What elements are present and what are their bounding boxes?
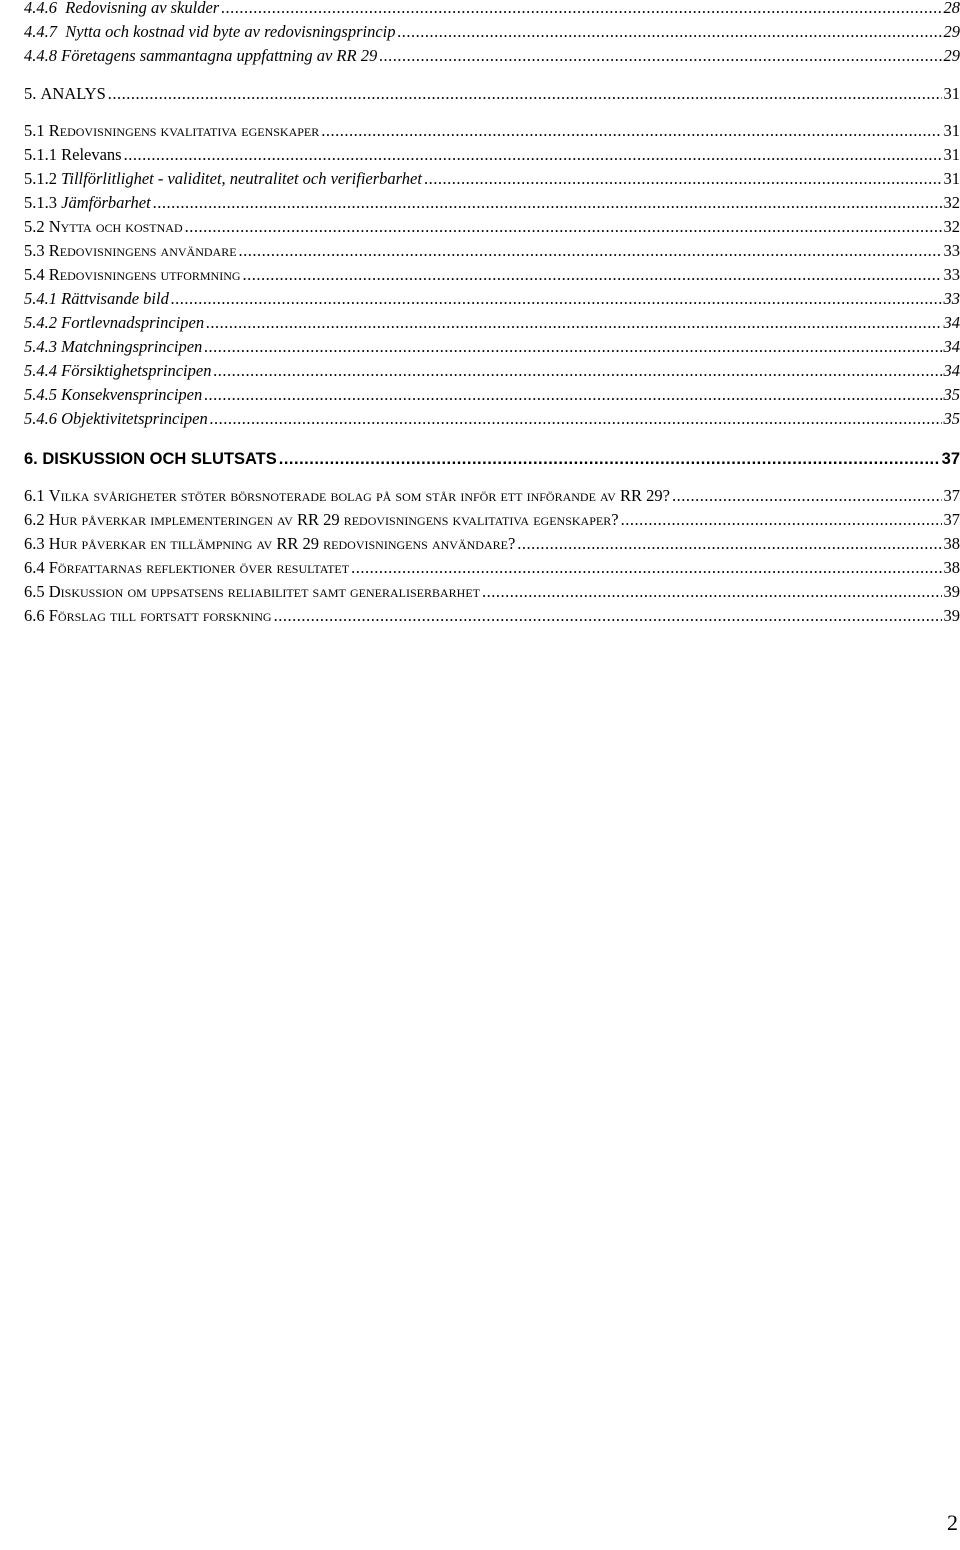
toc-page: 33 [943, 241, 960, 260]
toc-entry-5[interactable] [24, 84, 960, 104]
toc-num: 6. [24, 450, 38, 468]
dot-leader [171, 289, 942, 309]
toc-num: 5.4.5 [24, 385, 57, 404]
toc-page: 34 [943, 361, 960, 380]
dot-leader [274, 606, 942, 626]
toc-entry-4-4-8[interactable] [24, 46, 960, 66]
toc-num: 5.2 [24, 217, 45, 236]
dot-leader [204, 385, 941, 405]
dot-leader [124, 145, 942, 165]
toc-title: Hur påverkar implementeringen av RR 29 redovisningens kvalitativa egenskaper? [48, 510, 619, 529]
toc-entry-5-4-4[interactable] [24, 361, 960, 381]
dot-leader [379, 46, 941, 66]
toc-title: Matchningsprincipen [61, 337, 203, 356]
toc-title: Rättvisande bild [61, 289, 169, 308]
toc-title: Fortlevnadsprincipen [61, 313, 205, 332]
dot-leader [153, 193, 942, 213]
toc-title: Förslag till fortsatt forskning [48, 606, 272, 625]
toc-num: 4.4.8 [24, 46, 57, 65]
toc-entry-5-1-1[interactable] [24, 145, 960, 165]
toc-entry-6-2[interactable] [24, 510, 960, 530]
toc-entry-5-1[interactable] [24, 121, 960, 141]
dot-leader [279, 449, 940, 469]
dot-leader [517, 534, 941, 554]
toc-num: 5.4 [24, 265, 45, 284]
toc-page: 34 [943, 337, 960, 356]
toc-num: 5. [24, 84, 37, 103]
toc-page: 29 [943, 22, 960, 41]
toc-title: Vilka svårigheter stöter börsnoterade bolag på som står inför ett införande av RR 29? [48, 486, 670, 505]
toc-title: Nytta och kostnad vid byte av redovisningsprincip [65, 22, 396, 41]
toc-entry-6-5[interactable] [24, 582, 960, 602]
toc-entry-5-4-2[interactable] [24, 313, 960, 333]
toc-entry-6[interactable] [24, 449, 960, 469]
toc-num: 5.3 [24, 241, 45, 260]
dot-leader [321, 121, 941, 141]
toc-title: Konsekvensprincipen [61, 385, 203, 404]
toc-num: 5.1.2 [24, 169, 57, 188]
toc-num: 6.1 [24, 486, 45, 505]
toc-num: 5.4.1 [24, 289, 57, 308]
dot-leader [243, 265, 942, 285]
toc-entry-4-4-7[interactable] [24, 22, 960, 42]
toc-title: Försiktighetsprincipen [61, 361, 212, 380]
toc-page: 39 [943, 582, 960, 601]
toc-entry-4-4-6[interactable] [24, 0, 960, 18]
toc-page: 37 [941, 450, 960, 468]
toc-title: Författarnas reflektioner över resultatet [48, 558, 350, 577]
dot-leader [204, 337, 941, 357]
toc-title: Redovisningens användare [48, 241, 237, 260]
page-number: 2 [947, 1510, 958, 1535]
toc-title: Relevans [61, 145, 122, 164]
toc-page: 35 [943, 385, 960, 404]
dot-leader [672, 486, 942, 506]
toc-title: Redovisningens utformning [48, 265, 241, 284]
toc-title: Jämförbarhet [61, 193, 151, 212]
dot-leader [108, 84, 942, 104]
toc-page: 32 [943, 217, 960, 236]
toc-title: Nytta och kostnad [48, 217, 183, 236]
toc-page: 31 [943, 145, 960, 164]
toc-page: 37 [943, 486, 960, 505]
dot-leader [221, 0, 941, 18]
toc-title: DISKUSSION OCH SLUTSATS [42, 450, 277, 468]
toc-entry-6-4[interactable] [24, 558, 960, 578]
toc-page: 33 [943, 289, 960, 308]
toc-page: 37 [943, 510, 960, 529]
toc-title: Hur påverkar en tillämpning av RR 29 redovisningens användare? [48, 534, 516, 553]
toc-title: Tillförlitlighet - validitet, neutralitet och verifierbarhet [61, 169, 422, 188]
toc-page: 33 [943, 265, 960, 284]
toc-page: 29 [943, 46, 960, 65]
toc-num: 4.4.6 [24, 0, 57, 17]
toc-entry-5-2[interactable] [24, 217, 960, 237]
dot-leader [206, 313, 941, 333]
toc-entry-6-1[interactable] [24, 486, 960, 506]
toc-page: 35 [943, 409, 960, 428]
toc-num: 6.3 [24, 534, 45, 553]
toc-entry-5-4[interactable] [24, 265, 960, 285]
toc-page: 39 [943, 606, 960, 625]
toc-page: 28 [943, 0, 960, 17]
toc-page: 31 [943, 169, 960, 188]
dot-leader [482, 582, 942, 602]
toc-page: 38 [943, 558, 960, 577]
dot-leader [621, 510, 942, 530]
dot-leader [351, 558, 941, 578]
toc-entry-5-1-2[interactable] [24, 169, 960, 189]
toc-entry-6-3[interactable] [24, 534, 960, 554]
toc-num: 5.4.6 [24, 409, 57, 428]
toc-num: 5.1.1 [24, 145, 57, 164]
toc-title: Redovisning av skulder [65, 0, 220, 17]
toc-title: Diskussion om uppsatsens reliabilitet samt generaliserbarhet [48, 582, 480, 601]
toc-num: 5.1.3 [24, 193, 57, 212]
dot-leader [210, 409, 942, 429]
toc-num: 5.4.2 [24, 313, 57, 332]
dot-leader [185, 217, 942, 237]
toc-title: Redovisningens kvalitativa egenskaper [48, 121, 320, 140]
toc-num: 4.4.7 [24, 22, 57, 41]
toc-num: 5.4.3 [24, 337, 57, 356]
toc-entry-5-3[interactable] [24, 241, 960, 261]
toc-title: Objektivitetsprincipen [61, 409, 208, 428]
toc-entry-5-4-3[interactable] [24, 337, 960, 357]
toc-title: ANALYS [40, 84, 106, 103]
toc-entry-5-4-5[interactable] [24, 385, 960, 405]
toc-page: 31 [943, 84, 960, 103]
toc-num: 6.2 [24, 510, 45, 529]
toc-entry-5-1-3[interactable] [24, 193, 960, 213]
toc-page: 31 [943, 121, 960, 140]
toc-page: 32 [943, 193, 960, 212]
toc-num: 6.5 [24, 582, 45, 601]
toc-num: 5.1 [24, 121, 45, 140]
toc-num: 5.4.4 [24, 361, 57, 380]
dot-leader [424, 169, 942, 189]
toc-entry-5-4-6[interactable] [24, 409, 960, 429]
toc-page: 38 [943, 534, 960, 553]
toc-num: 6.6 [24, 606, 45, 625]
toc-num: 6.4 [24, 558, 45, 577]
dot-leader [213, 361, 941, 381]
toc-title: Företagens sammantagna uppfattning av RR 29 [61, 46, 378, 65]
toc-entry-5-4-1[interactable] [24, 289, 960, 309]
toc-entry-6-6[interactable] [24, 606, 960, 626]
dot-leader [239, 241, 942, 261]
dot-leader [398, 22, 942, 42]
toc-page: 34 [943, 313, 960, 332]
